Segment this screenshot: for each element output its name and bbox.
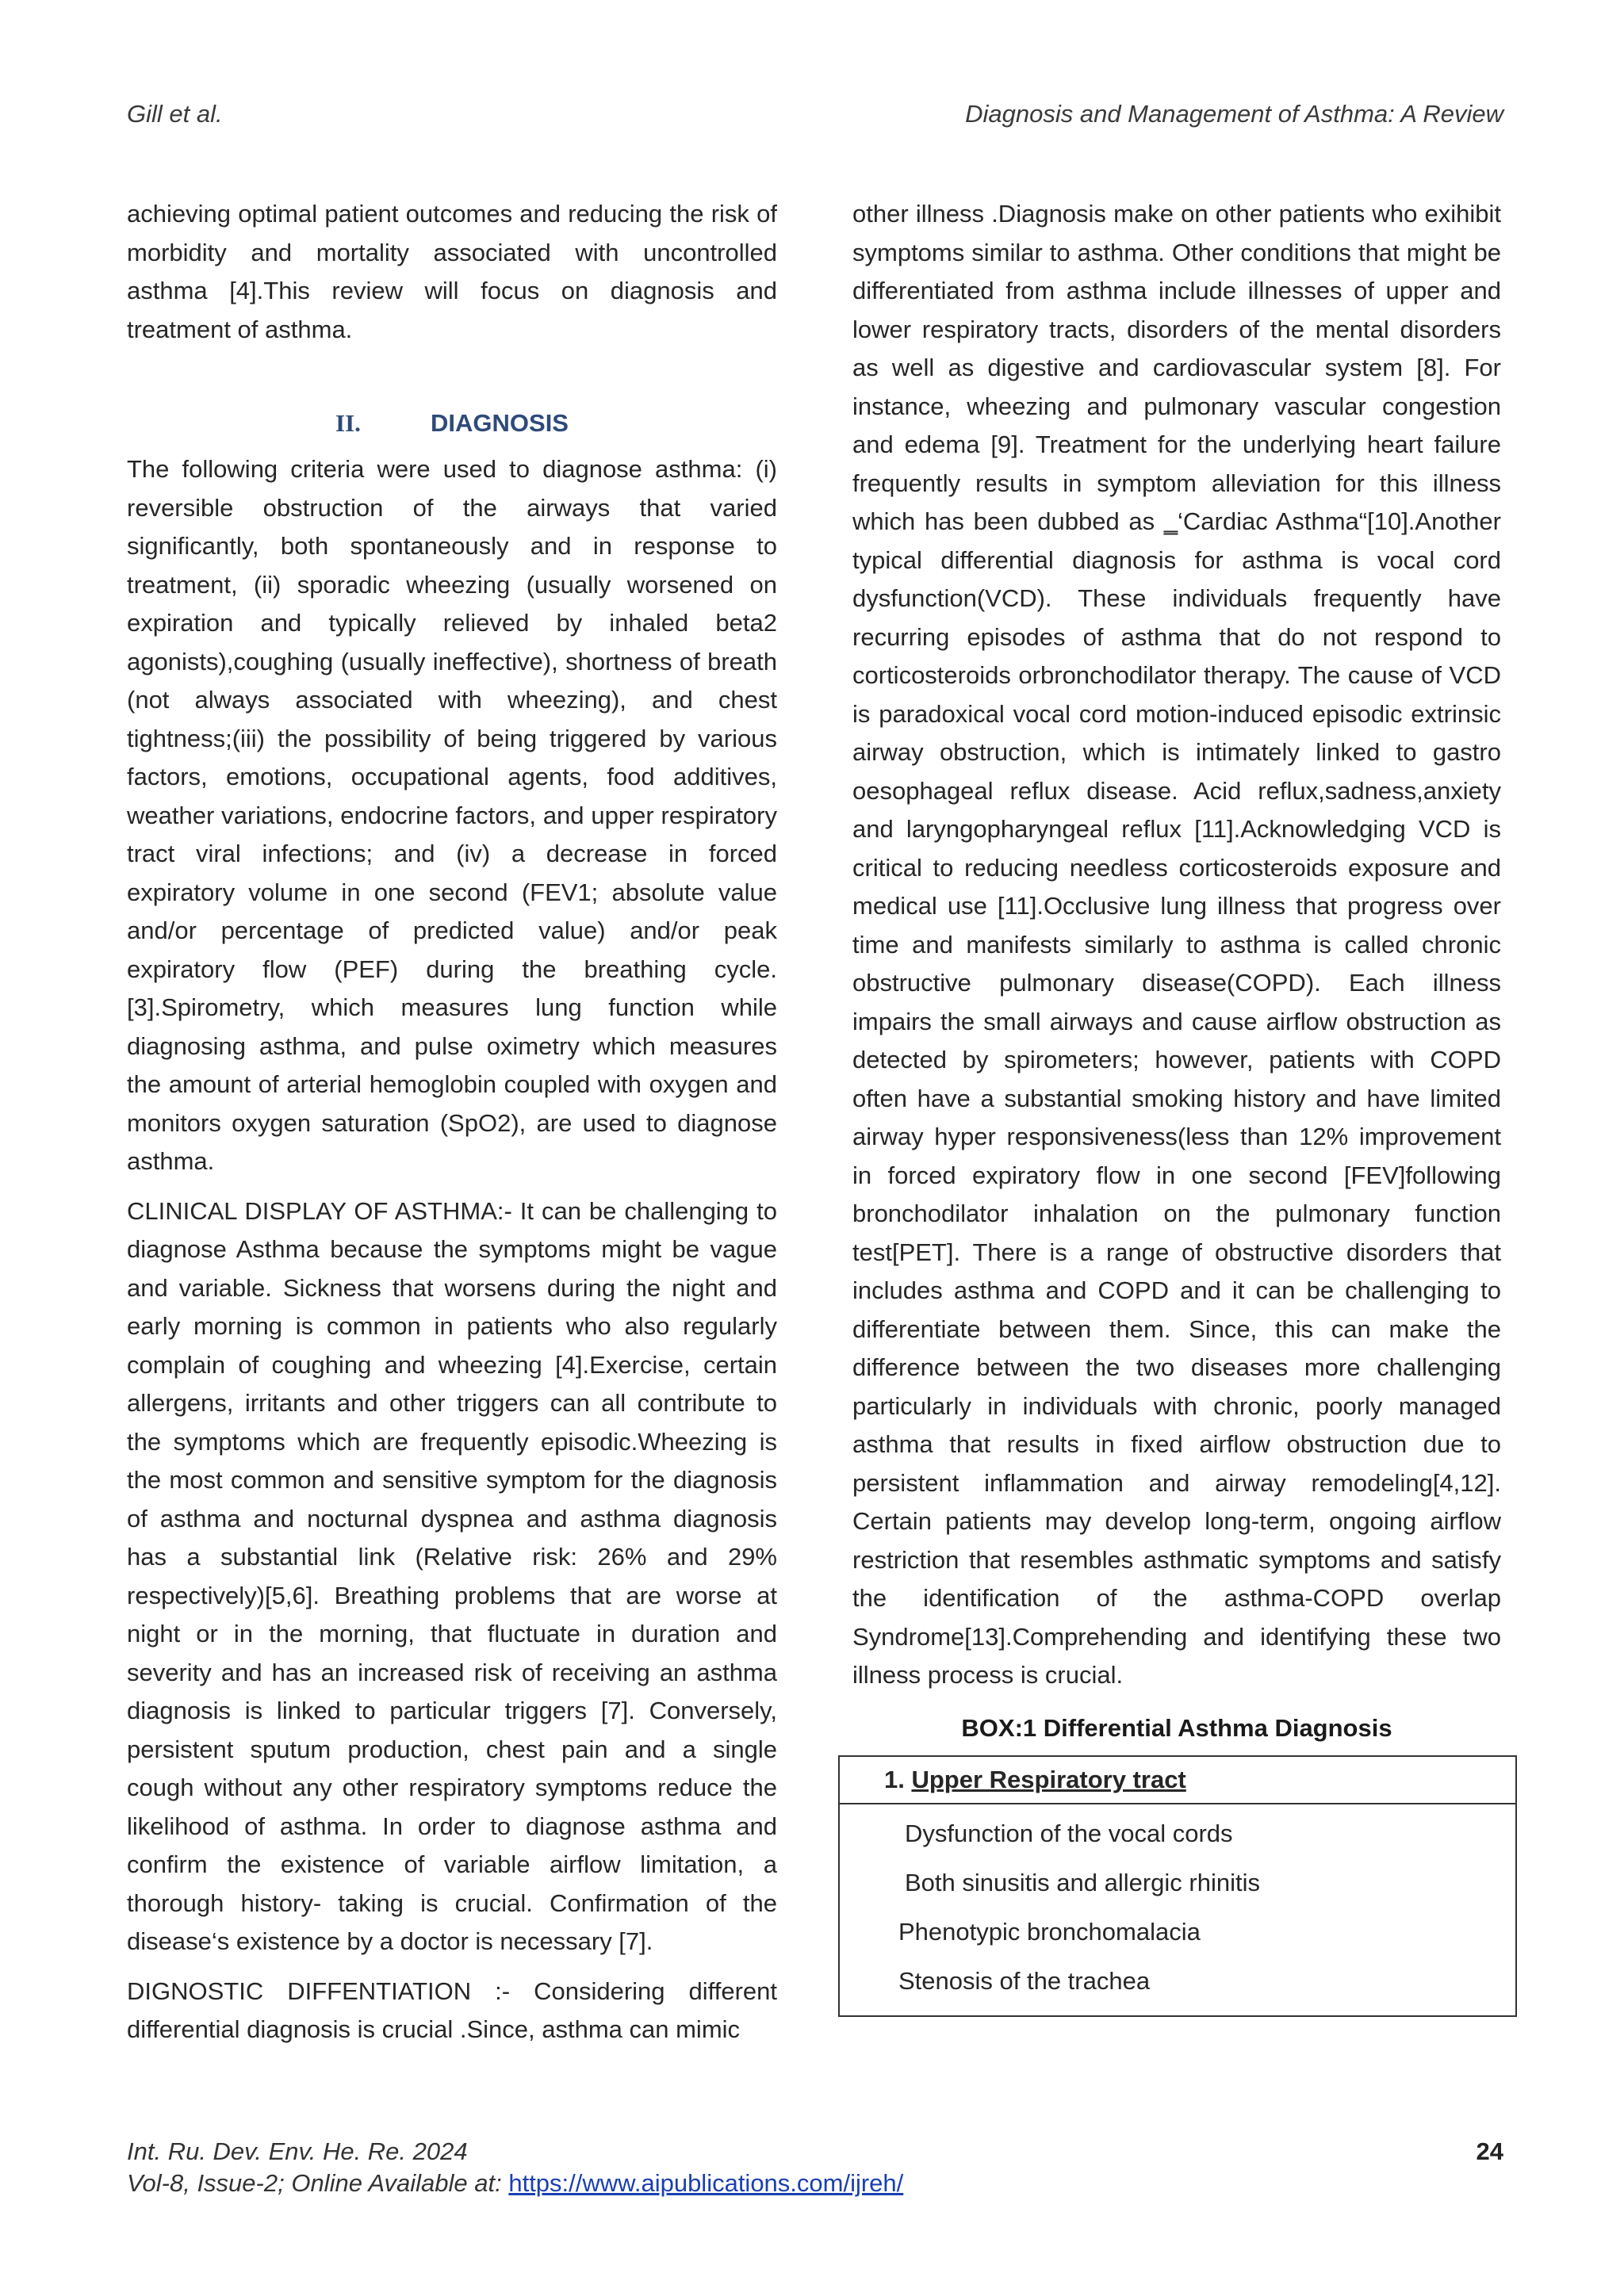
box-list-item: Both sinusitis and allergic rhinitis [905, 1868, 1260, 1896]
running-header-authors: Gill et al. [127, 100, 223, 128]
section-number: II. [335, 409, 361, 437]
differential-diagnosis-paragraph: other illness .Diagnosis make on other patients who exihibit symptoms similar to asthma. Other conditions that might be differentiated from asthma include illnesses of upper and lower respiratory tracts, disorders of the mental disorders as well as digestive and cardiovascular system [8]. For instance, wheezing and pulmonary vascular congestion and edema [9]. Treatment for the underlying heart failure frequently results in symptom alleviation for this illness which has been dubbed as ‗‘Cardiac Asthma“[10].Another typical differential diagnosis for asthma is vocal cord dysfunction(VCD). These individuals frequently have recurring episodes of asthma that do not respond to corticosteroids orbronchodilator therapy. The cause of VCD is paradoxical vocal cord motion-induced episodic extrinsic airway obstruction, which is intimately linked to gastro oesophageal reflux disease. Acid reflux,sadness,anxiety and laryngopharyngeal reflux [11].Acknowledging VCD is critical to reducing needless corticosteroids exposure and medical use [11].Occlusive lung illness that progress over time and manifests similarly to asthma is called chronic obstructive pulmonary disease(COPD). Each illness impairs the small airways and cause airflow obstruction as detected by spirometers; however, patients with COPD often have a substantial smoking history and have limited airway hyper responsiveness(less than 12% improvement in forced expiratory flow in one second [FEV]following bronchodilator inhalation on the pulmonary function test[PET]. There is a range of obstructive disorders that includes asthma and COPD and it can be challenging to differentiate between them. Since, this can make the difference between the two diseases more challenging particularly in individuals with chronic, poorly managed asthma that results in fixed airflow obstruction due to persistent inflammation and airway remodeling[4,12]. Certain patients may develop long-term, ongoing airflow restriction that resembles asthmatic symptoms and satisfy the identification of the asthma-COPD overlap Syndrome[13].Comprehending and identifying these two illness process is crucial. [852, 200, 1501, 1689]
footer-journal: Int. Ru. Dev. Env. He. Re. 2024 [127, 2137, 468, 2165]
box-list-item: Dysfunction of the vocal cords [905, 1819, 1233, 1847]
section-title: DIAGNOSIS [431, 409, 569, 437]
running-header-title: Diagnosis and Management of Asthma: A Review [965, 100, 1503, 128]
box-title: BOX:1 Differential Asthma Diagnosis [961, 1713, 1392, 1742]
box-list-item: Phenotypic bronchomalacia [898, 1917, 1201, 1946]
diagnostic-differentiation-paragraph: DIGNOSTIC DIFFENTIATION :- Considering different differential diagnosis is crucial .Since, asthma can mimic [127, 1976, 777, 2043]
box-heading-number: 1. [884, 1765, 905, 1793]
clinical-display-paragraph: CLINICAL DISPLAY OF ASTHMA:- It can be challenging to diagnose Asthma because the symptoms might be vague and variable. Sickness that worsens during the night and early morning is common in patients who also regularly complain of coughing and wheezing [4].Exercise, certain allergens, irritants and other triggers can all contribute to the symptoms which are frequently episodic.Wheezing is the most common and sensitive symptom for the diagnosis of asthma and nocturnal dyspnea and asthma diagnosis has a substantial link (Relative risk: 26% and 29% respectively)[5,6]. Breathing problems that are worse at night or in the morning, that fluctuate in duration and severity and has an increased risk of receiving an asthma diagnosis is linked to particular triggers [7]. Conversely, persistent sputum production, chest pain and a single cough without any other respiratory symptoms reduce the likelihood of asthma. In order to diagnose asthma and confirm the existence of variable airflow limitation, a thorough history- taking is crucial. Confirmation of the disease‘s existence by a doctor is necessary [7]. [127, 1196, 777, 1955]
differential-diagnosis-box [838, 1755, 1517, 2017]
footer-volume [127, 2168, 1475, 2199]
box-list-item: Stenosis of the trachea [898, 1966, 1151, 1995]
box-list [840, 1804, 1515, 2015]
intro-paragraph-end: achieving optimal patient outcomes and reducing the risk of morbidity and mortality associated with uncontrolled asthma [4].This review will focus on diagnosis and treatment of asthma. [127, 200, 777, 343]
footer-volume-text: Vol-8, Issue-2; Online Available at: [127, 2169, 509, 2197]
box-heading [840, 1757, 1515, 1804]
box-heading-label: Upper Respiratory tract [911, 1765, 1186, 1793]
diagnosis-criteria-paragraph: The following criteria were used to diagnose asthma: (i) reversible obstruction of the airways that varied significantly, both spontaneously and in response to treatment, (ii) sporadic wheezing (usually worsened on expiration and typically relieved by inhaled beta2 agonists),coughing (usually ineffective), shortness of breath (not always associated with wheezing), and chest tightness;(iii) the possibility of being triggered by various factors, emotions, occupational agents, food additives, weather variations, endocrine factors, and upper respiratory tract viral infections; and (iv) a decrease in forced expiratory volume in one second (FEV1; absolute value and/or percentage of predicted value) and/or peak expiratory flow (PEF) during the breathing cycle.[3].Spirometry, which measures lung function while diagnosing asthma, and pulse oximetry which measures the amount of arterial hemoglobin coupled with oxygen and monitors oxygen saturation (SpO2), are used to diagnose asthma. [127, 455, 777, 1175]
journal-url-link[interactable]: https://www.aipublications.com/ijreh/ [508, 2169, 904, 2197]
section-heading-diagnosis [127, 406, 777, 441]
left-column [127, 195, 777, 2061]
right-column [852, 195, 1501, 2017]
page-number: 24 [1476, 2137, 1503, 2165]
